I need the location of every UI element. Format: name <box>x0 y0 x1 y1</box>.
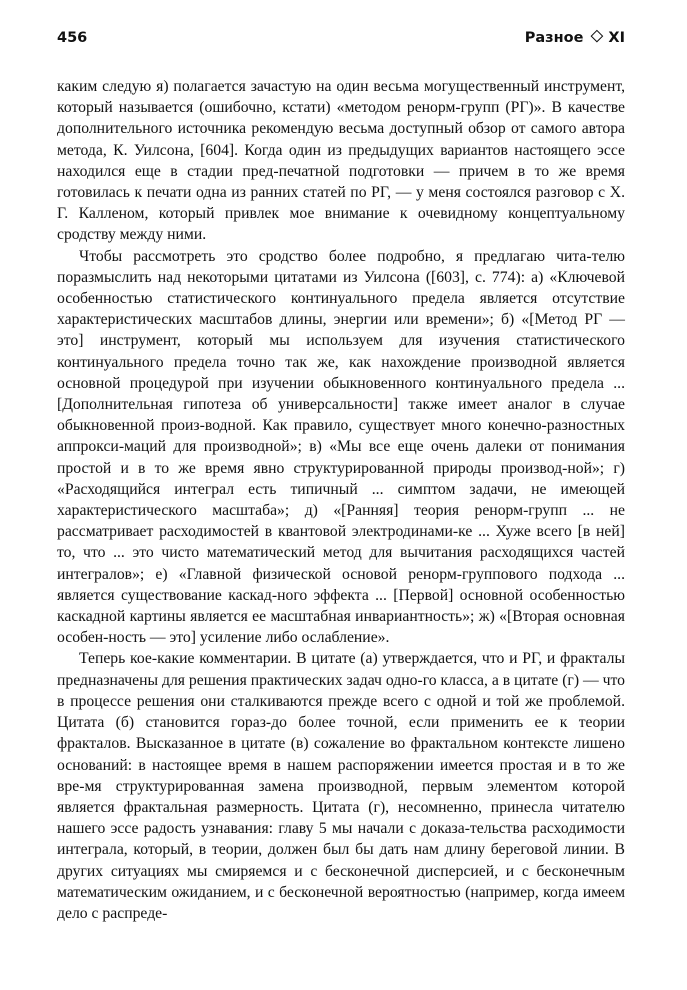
running-title <box>525 30 625 46</box>
paragraph-3: Теперь кое-какие комментарии. В цитате (а) утверждается, что и РГ, и фракталы предназначены для решения практических задач одно-го класса, а в цитате (г) — что в процессе решения они сталкиваются прежде всего с одной и той же проблемой. Цитата (б) становится гораз-до более точной, если применить ее к теории фракталов. Высказанное в цитате (в) сожаление во фрактальном контексте лишено оснований: в настоящее время в нашем распоряжении имеется простая и в то же вре-мя структурированная замена производной, первым элементом которой является фрактальная размерность. Цитата (г), несомненно, принесла читателю нашего эссе радость узнавания: главу 5 мы начали с доказа-тельства расходимости интеграла, который, в теории, должен был бы дать нам длину береговой линии. В других ситуациях мы смиряемся и с бесконечной дисперсией, и с бесконечным математическим ожиданием, и с бесконечной вероятностью (например, когда имеем дело с распреде- <box>57 650 625 922</box>
running-head <box>57 30 625 56</box>
body-text <box>57 76 625 924</box>
chapter-number: XI <box>608 30 625 46</box>
paragraph-1: каким следую я) полагается зачастую на один весьма могущественный инструмент, который называется (ошибочно, кстати) «методом ренорм-групп (РГ)». В качестве дополнительного источника рекомендую весьма доступный обзор от самого автора метода, К. Уилсона, [604]. Когда один из предыдущих вариантов настоящего эссе находился еще в стадии пред-печатной подготовки — причем в то же время готовилась к печати одна из ранних статей по РГ, — у меня состоялся разговор с Х. Г. Калленом, который привлек мое внимание к очевидному концептуальному сродству между ними. <box>57 78 625 244</box>
diamond-icon <box>591 30 604 43</box>
page-number: 456 <box>57 30 88 46</box>
paragraph-2: Чтобы рассмотреть это сродство более подробно, я предлагаю чита-телю поразмыслить над некоторыми цитатами из Уилсона ([603], с. 774): а) «Ключевой особенностью статистического континуального предела является отсутствие характеристических масштабов длины, энергии или времени»; б) «[Метод РГ — это] инструмент, который мы используем для изучения статистического континуального предела точно так же, как нахождение производной является основной процедурой при изучении обыкновенного континуального предела ... [Дополнительная гипотеза об универсальности] также имеет аналог в случае обыкновенной произ-водной. Как правило, существует много конечно-разностных аппрокси-маций для производной»; в) «Мы все еще очень далеки от понимания простой и в то же время явно структурированной природы производ-ной»; г) «Расходящийся интеграл есть типичный ... симптом задачи, не имеющей характеристического масштаба»; д) «[Ранняя] теория ренорм-групп ... не рассматривает расходимостей в квантовой электродинами-ке ... Хуже всего [в ней] то, что ... это чисто математический метод для вычитания расходящихся частей интегралов»; е) «Главной физической основой ренорм-группового подхода ... является существование каскад-ного эффекта ... [Первой] основной особенностью каскадной картины является ее масштабная инвариантность»; ж) «[Вторая основная особен-ность — это] усиление либо ослабление». <box>57 247 625 647</box>
section-title: Разное <box>524 30 584 46</box>
book-page <box>57 30 625 924</box>
